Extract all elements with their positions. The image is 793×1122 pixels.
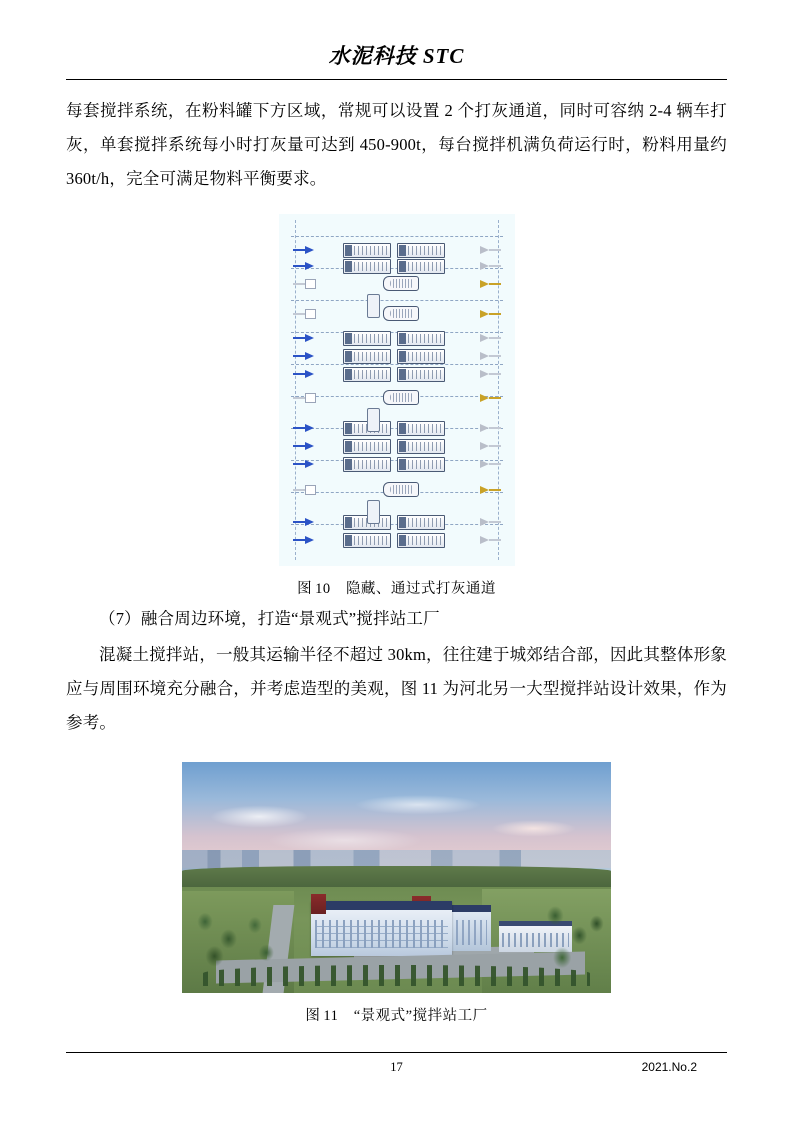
traffic-row (279, 456, 515, 472)
traffic-row (279, 420, 515, 436)
paragraph-1: 每套搅拌系统，在粉料罐下方区域，常规可以设置 2 个打灰通道，同时可容纳 2-4 辆车打灰，单套搅拌系统每小时打灰量可达到 450-900t，每台搅拌机满负荷运行时，粉料用量约 360t/h，完全可满足物料平衡要求。 (66, 101, 727, 188)
issue-label: 2021.No.2 (641, 1060, 697, 1074)
trees-left (191, 901, 285, 970)
paragraph-3: 混凝土搅拌站，一般其运输半径不超过 30km，往往建于城郊结合部，因此其整体形象应与周围环境充分融合，并考虑造型的美观，图 11 为河北另一大型搅拌站设计效果，作为参考。 (66, 645, 727, 732)
figure-11-caption-number: 11 (323, 1008, 339, 1024)
figure-10-caption (66, 577, 727, 598)
page-number: 17 (390, 1060, 403, 1074)
mixer-row (279, 482, 515, 498)
traffic-row (279, 438, 515, 454)
figure-11-container (66, 762, 727, 993)
trees-right (538, 896, 607, 975)
mixer-row (279, 276, 515, 292)
mixer-row (279, 390, 515, 406)
paragraph-2: （7）融合周边环境，打造“景观式”搅拌站工厂 (99, 609, 440, 628)
mixer-row (279, 306, 515, 322)
figure-10-caption-number: 10 (315, 581, 331, 597)
traffic-row (279, 366, 515, 382)
figure-11-caption-text: “景观式”搅拌站工厂 (353, 1008, 488, 1024)
traffic-row (279, 532, 515, 548)
traffic-row (279, 330, 515, 346)
figure-11-caption (66, 1004, 727, 1025)
traffic-row (279, 514, 515, 530)
tower-red-secondary (311, 894, 326, 915)
plant-building-main (311, 901, 453, 956)
header-divider (66, 79, 727, 80)
traffic-row (279, 258, 515, 274)
journal-title: 水泥科技 STC (328, 44, 465, 68)
page-content (66, 0, 727, 1122)
footer-divider (66, 1052, 727, 1053)
figure-11-image (182, 762, 611, 993)
page-header (66, 0, 727, 80)
figure-10-image (279, 214, 515, 566)
figure-10-container (66, 214, 727, 566)
page-footer (66, 1052, 727, 1078)
traffic-row (279, 242, 515, 258)
traffic-row (279, 348, 515, 364)
figure-10-caption-prefix: 图 (297, 581, 313, 597)
figure-11-caption-prefix: 图 (305, 1008, 321, 1024)
figure-10-caption-text: 隐藏、通过式打灰通道 (345, 581, 496, 597)
